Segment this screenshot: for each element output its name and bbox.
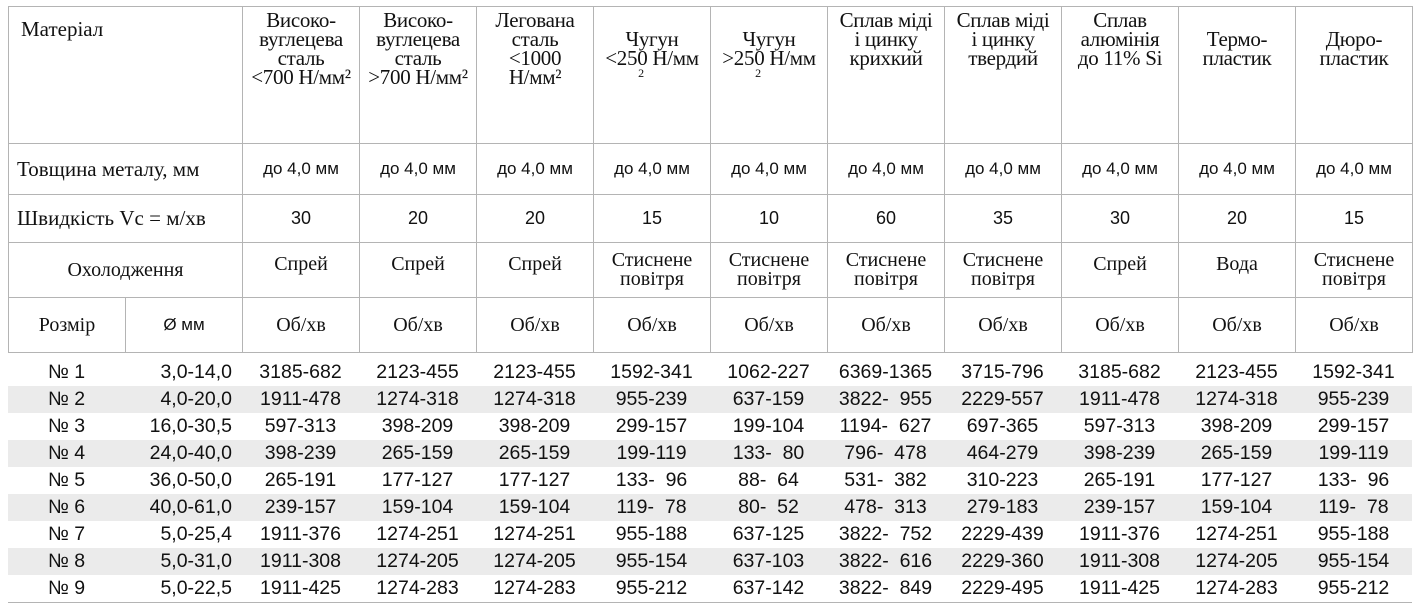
rpm-range: 1274-251 [493,523,576,545]
cooling-line: Стиснене [611,249,693,271]
rpm-range: 1911-376 [1079,523,1160,545]
rpm-range: 1274-318 [476,386,593,413]
rpm-range: 3185-682 [259,361,342,383]
rpm-range: 1911-308 [242,548,359,575]
rpm-range: 279-183 [944,494,1061,521]
rpm-range: 119- 78 [593,494,710,521]
table-row [8,386,1412,413]
rpm-range: 3822- 955 [827,386,944,413]
table-row [8,440,1412,467]
material-name-line: Сплав [1093,8,1147,32]
speed-value: 15 [594,195,711,243]
speed-value: 15 [1296,195,1413,243]
unit-label: Об/хв [1179,298,1296,353]
material-name-line: >700 Н/мм² [368,65,468,89]
rpm-range: 177-127 [1200,469,1273,491]
rpm-range: 177-127 [381,469,454,491]
size-number: № 6 [8,494,125,521]
material-name-line: крихкий [849,46,923,70]
rpm-range: 637-142 [710,575,827,603]
rpm-range: 531- 382 [844,469,927,491]
cooling-value [243,243,360,298]
cooling-value [594,243,711,298]
table-row [8,413,1412,440]
cooling-line: повітря [854,268,918,290]
rpm-range: 3185-682 [1078,361,1161,383]
parameters-header-table [8,6,1413,353]
material-name-line: Чугун [742,27,796,51]
speed-value: 10 [711,195,828,243]
thickness-value: до 4,0 мм [477,144,594,195]
rpm-range: 133- 96 [615,469,688,491]
table-row [8,359,1412,386]
material-name-line: до 11% Si [1077,46,1163,70]
material-name-line: 2 [755,66,761,80]
rpm-range: 1911-376 [260,523,341,545]
speed-value: 20 [477,195,594,243]
rpm-range: 796- 478 [827,440,944,467]
material-name [1062,7,1179,144]
rpm-range: 88- 64 [738,469,799,491]
size-number: № 8 [8,548,125,575]
rpm-range: 398-209 [498,415,571,437]
rpm-range: 2229-557 [944,386,1061,413]
cooling-value [1296,243,1413,298]
rpm-range: 2123-455 [493,361,576,383]
rpm-range: 1274-283 [476,575,593,603]
speed-label: Швидкість Vc = м/хв [9,195,243,243]
material-name-line: і цинку [971,27,1035,51]
rpm-range: 398-209 [1200,415,1273,437]
rpm-range: 199-119 [593,440,710,467]
rpm-range: 1592-341 [1312,361,1395,383]
rpm-range: 239-157 [1061,494,1178,521]
diameter-range: 5,0-31,0 [125,548,242,575]
cooling-line: Стиснене [728,249,810,271]
rpm-range: 265-159 [359,440,476,467]
material-name [360,7,477,144]
rpm-range: 464-279 [944,440,1061,467]
thickness-value: до 4,0 мм [828,144,945,195]
rpm-range: 1274-318 [359,386,476,413]
material-name-line: Н/мм² [508,65,562,89]
rpm-range: 1911-478 [1061,386,1178,413]
cooling-value [477,243,594,298]
cooling-line: Спрей [274,253,328,275]
rpm-range: 2229-439 [961,523,1044,545]
material-name-line: <1000 [508,46,562,70]
material-name [594,7,711,144]
rpm-range: 597-313 [264,415,337,437]
rpm-data-table [8,359,1412,603]
speed-value: 20 [1179,195,1296,243]
size-number: № 7 [47,523,86,545]
cooling-value [1179,243,1296,298]
material-name-line: Чугун [625,27,679,51]
material-name-line: алюмінія [1080,27,1160,51]
rpm-range: 133- 96 [1317,469,1390,491]
rpm-range: 1062-227 [727,361,810,383]
material-name-line: вуглецева [259,27,343,51]
rpm-range: 299-157 [1317,415,1390,437]
material-name [477,7,594,144]
rpm-range: 1274-205 [476,548,593,575]
rpm-range: 1274-318 [1178,386,1295,413]
diameter-range: 3,0-14,0 [160,361,232,383]
rpm-range: 398-209 [381,415,454,437]
cooling-line: Вода [1216,253,1258,275]
cooling-line: Стиснене [962,249,1044,271]
material-name-line: твердий [968,46,1038,70]
unit-label: Об/хв [945,298,1062,353]
rpm-range: 597-313 [1083,415,1156,437]
material-name-line: 2 [638,66,644,80]
thickness-value: до 4,0 мм [1296,144,1413,195]
rpm-range: 1194- 627 [839,415,932,437]
cooling-line: повітря [620,268,684,290]
rpm-range: 265-159 [476,440,593,467]
material-name-line: сталь [511,27,559,51]
rpm-range: 2229-360 [944,548,1061,575]
material-name-line: пластик [1319,46,1389,70]
cooling-line: Спрей [508,253,562,275]
diameter-range: 5,0-25,4 [160,523,232,545]
material-name-line: Сплав міді [956,8,1050,32]
material-row [9,7,1413,144]
material-name-line: і цинку [854,27,918,51]
table-row [8,494,1412,521]
rpm-range: 697-365 [966,415,1039,437]
material-name-line: <700 Н/мм² [251,65,351,89]
cooling-line: Спрей [391,253,445,275]
unit-label: Об/хв [711,298,828,353]
size-number: № 2 [8,386,125,413]
rpm-range: 955-188 [615,523,688,545]
rpm-range: 955-239 [593,386,710,413]
rpm-range: 265-191 [264,469,337,491]
speed-row [9,195,1413,243]
rpm-range: 3715-796 [961,361,1044,383]
cooling-value [828,243,945,298]
rpm-range: 310-223 [966,469,1039,491]
rpm-range: 6369-1365 [838,361,933,383]
rpm-range: 637-159 [710,386,827,413]
material-label: Матеріал [9,7,243,144]
unit-label: Об/хв [360,298,477,353]
rpm-range: 637-125 [732,523,805,545]
cooling-line: Стиснене [1313,249,1395,271]
rpm-range: 1274-205 [1178,548,1295,575]
material-name-line: Легована [495,8,575,32]
rpm-range: 3822- 752 [838,523,933,545]
rpm-range: 955-212 [593,575,710,603]
material-name-line: сталь [277,46,325,70]
size-number: № 4 [8,440,125,467]
thickness-row [9,144,1413,195]
thickness-value: до 4,0 мм [1062,144,1179,195]
speed-value: 30 [1062,195,1179,243]
rpm-range: 2123-455 [1195,361,1278,383]
rpm-range: 955-188 [1317,523,1390,545]
table-row [8,467,1412,494]
rpm-range: 177-127 [498,469,571,491]
rpm-table-page [8,6,1413,599]
rpm-range: 1274-251 [1195,523,1278,545]
diameter-range: 36,0-50,0 [149,469,232,491]
speed-value: 35 [945,195,1062,243]
material-name-line: Сплав міді [839,8,933,32]
rpm-range: 299-157 [615,415,688,437]
speed-value: 20 [360,195,477,243]
unit-row [9,298,1413,353]
rpm-range: 159-104 [476,494,593,521]
rpm-range: 119- 78 [1295,494,1412,521]
material-name-line: Дюро- [1325,27,1383,51]
speed-value: 60 [828,195,945,243]
rpm-range: 1274-283 [359,575,476,603]
rpm-range: 1911-478 [242,386,359,413]
rpm-range: 133- 80 [710,440,827,467]
cooling-label: Охолодження [9,243,243,298]
material-name-line: Термо- [1206,27,1268,51]
thickness-value: до 4,0 мм [1179,144,1296,195]
rpm-range: 1274-283 [1178,575,1295,603]
cooling-line: повітря [1322,268,1386,290]
rpm-range: 1274-251 [376,523,459,545]
rpm-range: 3822- 616 [827,548,944,575]
thickness-value: до 4,0 мм [243,144,360,195]
size-number: № 3 [47,415,86,437]
unit-label: Об/хв [1296,298,1413,353]
thickness-label: Товщина металу, мм [9,144,243,195]
unit-label: Об/хв [1062,298,1179,353]
rpm-range: 398-239 [242,440,359,467]
cooling-line: повітря [737,268,801,290]
cooling-value [711,243,828,298]
size-label: Розмір [9,298,126,353]
diameter-label: Ø мм [126,298,243,353]
rpm-range: 3822- 849 [827,575,944,603]
rpm-range: 239-157 [242,494,359,521]
rpm-range: 1274-205 [359,548,476,575]
rpm-range: 199-104 [732,415,805,437]
material-name [243,7,360,144]
cooling-line: Спрей [1093,253,1147,275]
thickness-value: до 4,0 мм [945,144,1062,195]
cooling-value [945,243,1062,298]
rpm-range: 1911-425 [242,575,359,603]
thickness-value: до 4,0 мм [360,144,477,195]
speed-value: 30 [243,195,360,243]
material-name-line: Високо- [383,8,453,32]
rpm-range: 1592-341 [610,361,693,383]
diameter-range: 24,0-40,0 [125,440,242,467]
size-number: № 1 [47,361,86,383]
rpm-range: 265-159 [1178,440,1295,467]
material-name-line: >250 Н/мм [722,46,816,70]
table-row [8,521,1412,548]
unit-label: Об/хв [828,298,945,353]
rpm-range: 955-154 [593,548,710,575]
cooling-line: Стиснене [845,249,927,271]
rpm-range: 398-239 [1061,440,1178,467]
material-name [945,7,1062,144]
diameter-range: 16,0-30,5 [149,415,232,437]
rpm-range: 955-212 [1295,575,1412,603]
rpm-range: 2123-455 [376,361,459,383]
unit-label: Об/хв [477,298,594,353]
rpm-range: 1911-308 [1061,548,1178,575]
cooling-value [1062,243,1179,298]
table-row [8,548,1412,575]
material-name-line: пластик [1202,46,1272,70]
unit-label: Об/хв [243,298,360,353]
cooling-row [9,243,1413,298]
size-number: № 9 [8,575,125,603]
material-name [828,7,945,144]
material-name [1296,7,1413,144]
diameter-range: 40,0-61,0 [125,494,242,521]
diameter-range: 5,0-22,5 [125,575,242,603]
cooling-line: повітря [971,268,1035,290]
size-number: № 5 [47,469,86,491]
rpm-range: 80- 52 [710,494,827,521]
table-row [8,575,1412,603]
thickness-value: до 4,0 мм [711,144,828,195]
rpm-range: 1911-425 [1061,575,1178,603]
material-name [711,7,828,144]
material-name-line: сталь [394,46,442,70]
rpm-range: 199-119 [1295,440,1412,467]
rpm-range: 159-104 [1178,494,1295,521]
rpm-range: 478- 313 [827,494,944,521]
diameter-range: 4,0-20,0 [125,386,242,413]
rpm-range: 637-103 [710,548,827,575]
rpm-range: 955-154 [1295,548,1412,575]
rpm-range: 265-191 [1083,469,1156,491]
cooling-value [360,243,477,298]
unit-label: Об/хв [594,298,711,353]
material-name-line: <250 Н/мм [605,46,699,70]
thickness-value: до 4,0 мм [594,144,711,195]
rpm-range: 2229-495 [944,575,1061,603]
material-name-line: вуглецева [376,27,460,51]
rpm-range: 159-104 [359,494,476,521]
material-name [1179,7,1296,144]
rpm-range: 955-239 [1295,386,1412,413]
material-name-line: Високо- [266,8,336,32]
